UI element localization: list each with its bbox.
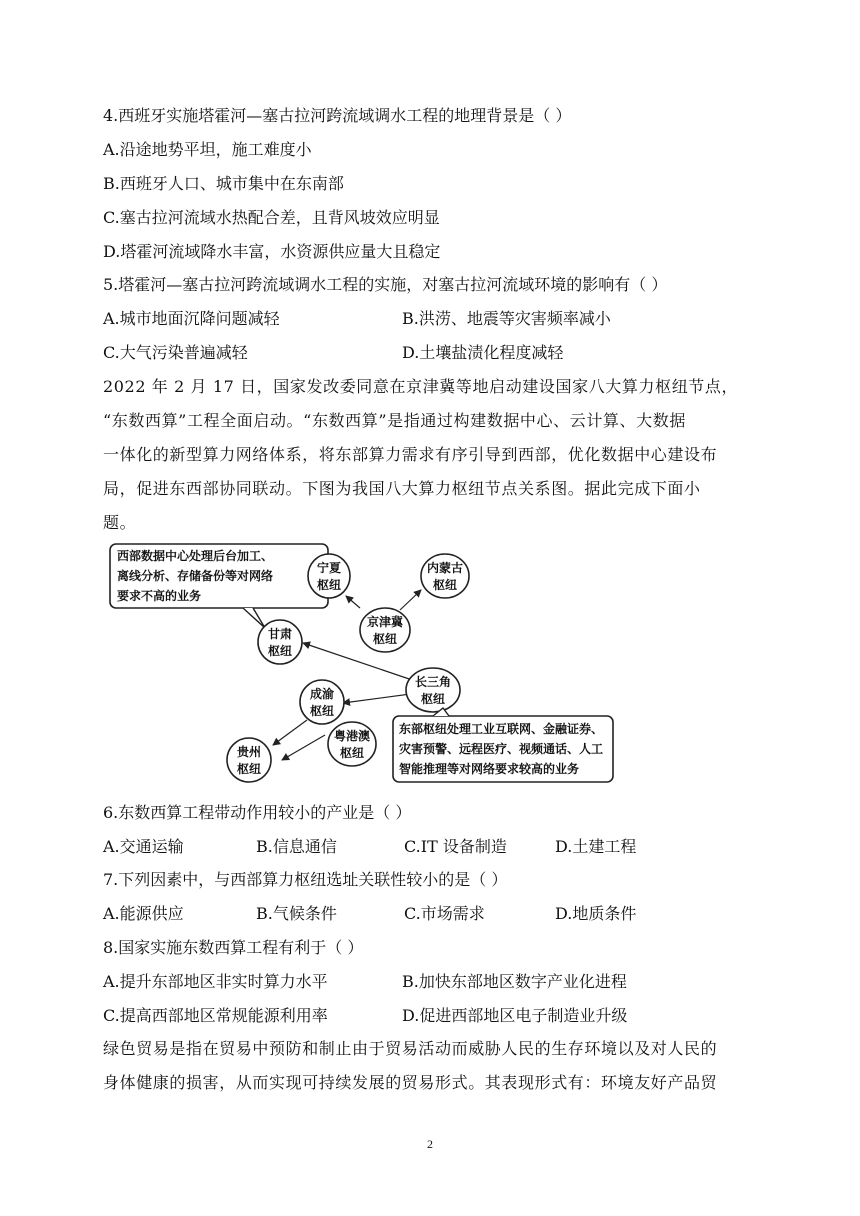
q8-option-a: A.提升东部地区非实时算力水平 (103, 972, 328, 991)
node-yuegangao (328, 722, 376, 766)
svg-text:枢纽: 枢纽 (372, 632, 398, 646)
svg-text:宁夏: 宁夏 (316, 561, 342, 575)
page-number: 2 (427, 1137, 433, 1151)
node-gansu (258, 620, 302, 664)
svg-text:贵州: 贵州 (236, 745, 262, 759)
q6-stem: 6.东数西算工程带动作用较小的产业是（ ） (103, 803, 412, 822)
q5-option-c: C.大气污染普遍减轻 (103, 343, 248, 362)
svg-text:甘肃: 甘肃 (267, 627, 293, 641)
svg-text:内蒙古: 内蒙古 (426, 561, 464, 575)
node-changsanjiao (406, 668, 460, 712)
q5-option-a: A.城市地面沉降问题减轻 (103, 309, 280, 328)
passage-line: 2022 年 2 月 17 日，国家发改委同意在京津冀等地启动建设国家八大算力枢纽节点， (103, 377, 739, 396)
svg-text:枢纽: 枢纽 (432, 578, 458, 592)
node-chengyu (300, 680, 344, 724)
q5-option-d: D.土壤盐渍化程度减轻 (402, 343, 564, 362)
q4-option-a: A.沿途地势平坦，施工难度小 (103, 140, 312, 159)
q4-option-d: D.塔霍河流域降水丰富，水资源供应量大且稳定 (103, 242, 441, 261)
west-note-line: 离线分析、存储备份等对网络 (117, 569, 274, 583)
svg-text:长三角: 长三角 (414, 675, 452, 689)
computing-hub-diagram (103, 540, 623, 790)
q5-stem: 5.塔霍河—塞古拉河跨流域调水工程的实施，对塞古拉河流域环境的影响有（ ） (103, 275, 668, 294)
passage-line: 题。 (103, 513, 137, 532)
q7-option-b: B.气候条件 (256, 904, 337, 923)
q7-stem: 7.下列因素中，与西部算力枢纽选址关联性较小的是（ ） (103, 870, 508, 889)
svg-text:京津冀: 京津冀 (366, 615, 404, 629)
q5-option-b: B.洪涝、地震等灾害频率减小 (402, 309, 611, 328)
passage-green-trade (103, 1032, 757, 1100)
svg-text:枢纽: 枢纽 (420, 692, 446, 706)
q6-option-b: B.信息通信 (256, 837, 337, 856)
node-guizhou (227, 738, 271, 782)
q7-option-c: C.市场需求 (404, 904, 485, 923)
passage-line: 一体化的新型算力网络体系，将东部算力需求有序引导到西部，优化数据中心建设布 (103, 445, 718, 464)
q8-stem: 8.国家实施东数西算工程有利于（ ） (103, 938, 364, 957)
passage-line: 绿色贸易是指在贸易中预防和制止由于贸易活动而威胁人民的生存环境以及对人民的 (103, 1039, 718, 1058)
svg-text:枢纽: 枢纽 (309, 704, 335, 718)
passage-line: 局，促进东西部协同联动。下图为我国八大算力枢纽节点关系图。据此完成下面小 (103, 479, 701, 498)
q8-option-d: D.促进西部地区电子制造业升级 (402, 1006, 628, 1025)
q4-option-b: B.西班牙人口、城市集中在东南部 (103, 174, 344, 193)
svg-text:枢纽: 枢纽 (236, 762, 262, 776)
q6-option-a: A.交通运输 (103, 837, 184, 856)
node-neimenggu (421, 554, 469, 598)
q6-option-c: C.IT 设备制造 (404, 837, 507, 856)
q8-option-b: B.加快东部地区数字产业化进程 (402, 972, 627, 991)
q8-option-c: C.提高西部地区常规能源利用率 (103, 1006, 328, 1025)
east-note-line: 智能推理等对网络要求较高的业务 (399, 762, 580, 776)
svg-text:成渝: 成渝 (309, 687, 335, 701)
q4-stem: 4.西班牙实施塔霍河—塞古拉河跨流域调水工程的地理背景是（ ） (103, 106, 572, 125)
node-ningxia (308, 554, 350, 598)
q7-option-d: D.地质条件 (555, 904, 637, 923)
west-note-line: 西部数据中心处理后台加工、 (117, 549, 274, 563)
passage-east-data-west-computing (103, 370, 757, 540)
svg-text:枢纽: 枢纽 (339, 746, 365, 760)
passage-line: “东数西算”工程全面启动。“东数西算”是指通过构建数据中心、云计算、大数据 (103, 411, 686, 430)
east-note-line: 灾害预警、远程医疗、视频通话、人工 (399, 742, 604, 756)
q7-option-a: A.能源供应 (103, 904, 184, 923)
svg-text:枢纽: 枢纽 (267, 644, 293, 658)
west-note-line: 要求不高的业务 (117, 589, 202, 603)
q6-option-d: D.土建工程 (555, 837, 637, 856)
node-jingjinji (360, 608, 410, 652)
passage-line: 身体健康的损害，从而实现可持续发展的贸易形式。其表现形式有：环境友好产品贸 (103, 1073, 718, 1092)
east-note-line: 东部枢纽处理工业互联网、金融证券、 (399, 722, 604, 736)
svg-text:枢纽: 枢纽 (316, 578, 342, 592)
svg-text:粤港澳: 粤港澳 (333, 729, 371, 743)
q4-option-c: C.塞古拉河流域水热配合差，且背风坡效应明显 (103, 208, 440, 227)
